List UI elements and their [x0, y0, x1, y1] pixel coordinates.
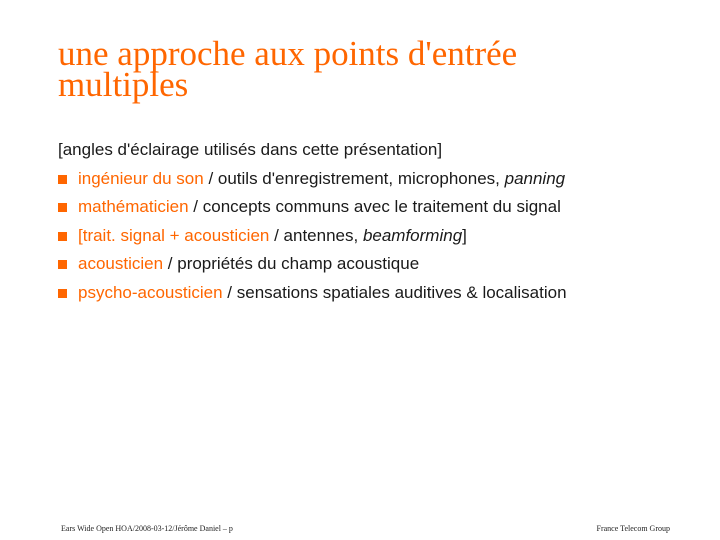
bullet-description: outils d'enregistrement, microphones,	[217, 168, 505, 188]
square-bullet-icon	[58, 175, 67, 184]
bullet-description-italic: panning	[504, 168, 566, 188]
bullet-item-acoustician	[58, 250, 698, 279]
footer-company: France Telecom Group	[596, 524, 670, 533]
bullet-description-italic: beamforming	[362, 225, 463, 245]
bullet-separator: /	[269, 225, 284, 245]
bullet-description: propriétés du champ acoustique	[177, 254, 420, 273]
bullet-role: psycho-acousticien	[78, 282, 223, 302]
footer-credit: Ears Wide Open HOA/2008-03-12/Jérôme Daniel – p	[61, 524, 233, 533]
square-bullet-icon	[58, 203, 67, 212]
bullet-role: acousticien	[78, 254, 164, 273]
bullet-role: mathématicien	[78, 197, 189, 216]
square-bullet-icon	[58, 289, 67, 298]
bullet-item-psychoacoustician	[58, 279, 698, 308]
bullet-list	[58, 165, 698, 308]
bullet-item-sound-engineer	[58, 165, 698, 194]
bullet-role: ingénieur du son	[78, 168, 204, 188]
bullet-item-mathematician	[58, 193, 698, 222]
square-bullet-icon	[58, 260, 67, 269]
bullet-separator: /	[203, 168, 218, 188]
bullet-description: antennes,	[283, 225, 363, 245]
slide-title-line-2: multiples	[58, 65, 189, 104]
bullet-separator: /	[222, 282, 237, 302]
bullet-separator: /	[188, 197, 203, 216]
square-bullet-icon	[58, 232, 67, 241]
bullet-item-signal-acoustician	[58, 222, 698, 251]
bullet-role: [trait. signal + acousticien	[78, 225, 270, 245]
intro-text: [angles d'éclairage utilisés dans cette présentation]	[58, 140, 443, 159]
slide-title	[58, 34, 678, 104]
bullet-description: sensations spatiales auditives & localisation	[236, 282, 567, 302]
bullet-description-end: ]	[462, 225, 467, 245]
slide-body	[58, 136, 698, 307]
bullet-description: concepts communs avec le traitement du signal	[202, 197, 561, 216]
bullet-separator: /	[163, 254, 178, 273]
slide-title-line-1: une approche aux points d'entrée	[58, 34, 518, 73]
